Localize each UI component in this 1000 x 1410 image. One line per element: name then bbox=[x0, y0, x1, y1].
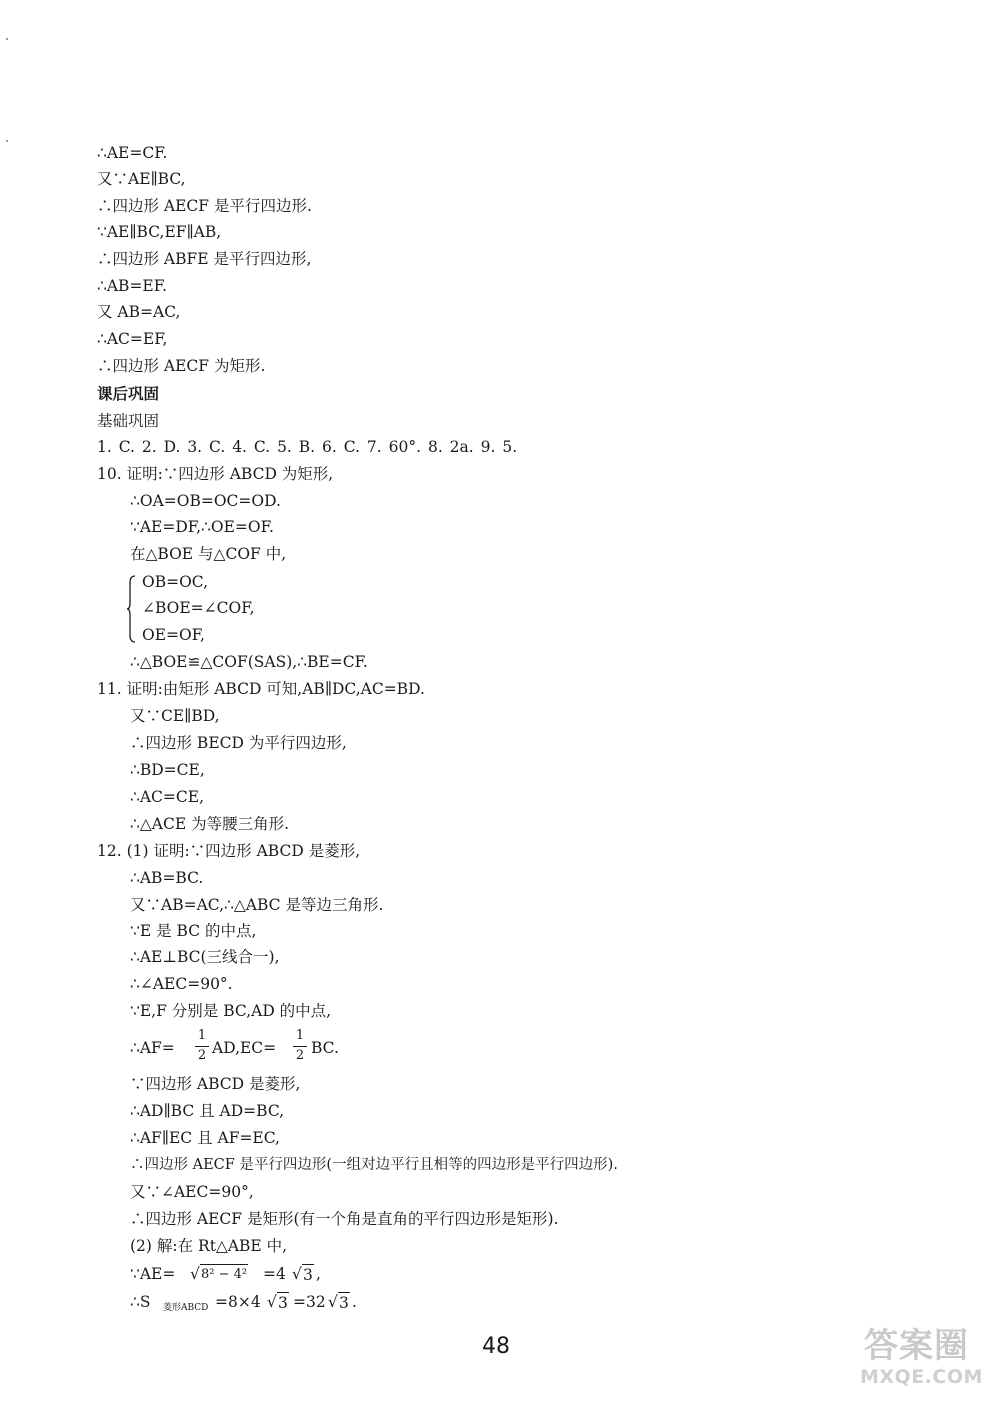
radical-sign: √ bbox=[267, 1293, 277, 1311]
text-line: 又∵CE∥BD, bbox=[130, 707, 220, 725]
text-line: ∵AE∥BC,EF∥AB, bbox=[97, 223, 222, 241]
text-line: ∵E,F 分别是 BC,AD 的中点, bbox=[130, 1002, 332, 1020]
area-prefix: ∴S bbox=[130, 1293, 151, 1311]
text-line: ∴∠AEC=90°. bbox=[130, 975, 233, 993]
brace-symbol bbox=[126, 575, 136, 643]
text-line: ∴四边形 AECF 是平行四边形(一组对边平行且相等的四边形是平行四边形). bbox=[130, 1157, 618, 1173]
area-expression: =8×4 bbox=[215, 1293, 261, 1311]
text-line: ∴AB=EF. bbox=[97, 277, 168, 295]
watermark-logo bbox=[860, 1318, 992, 1406]
text-line: 又∵AB=AC,∴△ABC 是等边三角形. bbox=[130, 896, 384, 914]
text-line: 11. 证明:由矩形 ABCD 可知,AB∥DC,AC=BD. bbox=[97, 680, 425, 698]
text-line: ∴AC=EF, bbox=[97, 330, 168, 348]
watermark-url: MXQE.COM bbox=[860, 1366, 983, 1388]
text-line: 10. 证明:∵四边形 ABCD 为矩形, bbox=[97, 465, 334, 483]
text-line: ∴AE=CF. bbox=[97, 144, 168, 162]
text-line: ∴AC=CE, bbox=[130, 788, 205, 806]
watermark-logo-text: 答案圈 bbox=[864, 1326, 969, 1366]
text-line: ∵AE=DF,∴OE=OF. bbox=[130, 518, 274, 536]
frac-denominator: 2 bbox=[197, 1048, 207, 1063]
radical-sign: √ bbox=[328, 1293, 338, 1311]
frac-suffix: BC. bbox=[311, 1039, 339, 1057]
punctuation: . bbox=[352, 1293, 357, 1311]
scan-mark bbox=[6, 38, 8, 40]
sqrt-equals: =4 bbox=[263, 1265, 286, 1283]
frac-numerator: 1 bbox=[197, 1028, 207, 1043]
radicand: 3 bbox=[339, 1294, 349, 1312]
frac-denominator: 2 bbox=[295, 1048, 305, 1063]
text-line: ∴AF∥EC 且 AF=EC, bbox=[130, 1129, 280, 1147]
text-line: ∴BD=CE, bbox=[130, 761, 205, 779]
scan-mark bbox=[6, 140, 8, 142]
text-line: 又∵∠AEC=90°, bbox=[130, 1183, 254, 1201]
radicand: 3 bbox=[278, 1294, 288, 1312]
text-line: 又 AB=AC, bbox=[97, 303, 181, 321]
fraction-bar bbox=[293, 1046, 307, 1047]
text-line: 又∵AE∥BC, bbox=[97, 170, 186, 188]
subsection-heading: 基础巩固 bbox=[97, 412, 160, 430]
system-equation: OB=OC, bbox=[142, 573, 209, 591]
radical-sign: √ bbox=[190, 1265, 200, 1283]
text-line: ∴四边形 AECF 是矩形(有一个角是直角的平行四边形是矩形). bbox=[130, 1210, 559, 1228]
text-line: ∴四边形 ABFE 是平行四边形, bbox=[97, 250, 312, 268]
section-heading: 课后巩固 bbox=[97, 385, 160, 403]
text-line: 在△BOE 与△COF 中, bbox=[130, 545, 287, 563]
frac-middle: AD,EC= bbox=[212, 1039, 277, 1057]
radicand: 8² − 4² bbox=[200, 1264, 248, 1285]
frac-prefix: ∴AF= bbox=[130, 1039, 175, 1057]
text-line: ∴OA=OB=OC=OD. bbox=[130, 492, 281, 510]
text-line: ∴AB=BC. bbox=[130, 869, 204, 887]
area-subscript: 菱形ABCD bbox=[163, 1303, 209, 1313]
text-line: ∴AE⊥BC(三线合一), bbox=[130, 948, 280, 966]
text-line: ∴四边形 AECF 为矩形. bbox=[97, 357, 266, 375]
text-line: ∴四边形 AECF 是平行四边形. bbox=[97, 197, 312, 215]
sqrt-prefix: ∵AE= bbox=[130, 1265, 176, 1283]
text-line: ∴AD∥BC 且 AD=BC, bbox=[130, 1102, 285, 1120]
radical-sign: √ bbox=[292, 1265, 302, 1283]
system-equation: OE=OF, bbox=[142, 626, 205, 644]
text-line: 12. (1) 证明:∵四边形 ABCD 是菱形, bbox=[97, 842, 361, 860]
page-number: 48 bbox=[482, 1334, 510, 1359]
frac-numerator: 1 bbox=[295, 1028, 305, 1043]
text-line: ∵E 是 BC 的中点, bbox=[130, 922, 257, 940]
area-result: =32 bbox=[293, 1293, 326, 1311]
text-line: ∴△ACE 为等腰三角形. bbox=[130, 815, 290, 833]
fraction-bar bbox=[195, 1046, 209, 1047]
text-line: (2) 解:在 Rt△ABE 中, bbox=[130, 1237, 288, 1255]
text-line: ∴△BOE≌△COF(SAS),∴BE=CF. bbox=[130, 653, 368, 671]
system-equation: ∠BOE=∠COF, bbox=[142, 599, 255, 617]
punctuation: , bbox=[316, 1265, 321, 1283]
radicand: 3 bbox=[303, 1266, 313, 1284]
text-line: ∴四边形 BECD 为平行四边形, bbox=[130, 734, 347, 752]
answer-list: 1. C. 2. D. 3. C. 4. C. 5. B. 6. C. 7. 60°. 8. 2a. 9. 5. bbox=[97, 438, 518, 456]
text-line: ∵四边形 ABCD 是菱形, bbox=[130, 1075, 301, 1093]
